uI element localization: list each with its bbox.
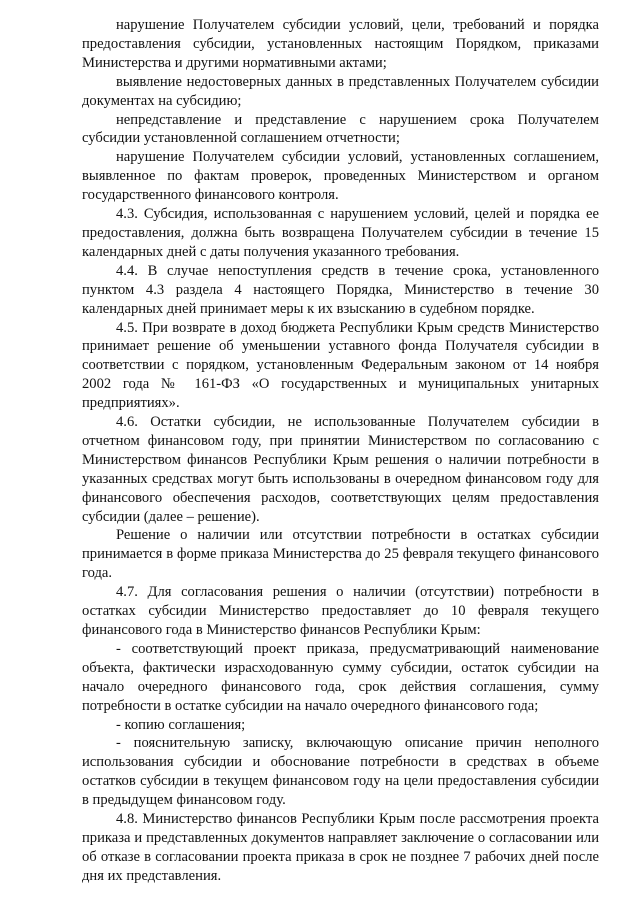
- list-item-explanatory-note: - пояснительную записку, включающую описание причин неполного использования субсидии и обоснование потребности в средствах в объеме остатков субсидии в текущем финансовом году на цели предоставления субсидии в предыдущем финансовом году.: [82, 735, 599, 809]
- paragraph-4-4: 4.4. В случае непоступления средств в течение срока, установленного пунктом 4.3 раздела 4 настоящего Порядка, Министерство в течение 30 календарных дней принимает меры к их взысканию в судебном порядке.: [82, 262, 599, 317]
- paragraph-4-6: 4.6. Остатки субсидии, не использованные Получателем субсидии в отчетном финансовом году, при принятии Министерством по согласованию с Министерством финансов Республики Крым решения о наличии потребности в указанных средствах могут быть использованы в очередном финансовом году для финансового обеспечения расходов, соответствующих целям предоставления субсидии (далее – решение).: [82, 414, 599, 525]
- paragraph-4-3: 4.3. Субсидия, использованная с нарушением условий, целей и порядка ее предоставления, должна быть возвращена Получателем субсидии в течение 15 календарных дней с даты получения указанного требования.: [82, 206, 599, 260]
- list-item-agreement-copy: - копию соглашения;: [116, 716, 246, 733]
- paragraph-violation-conditions: нарушение Получателем субсидии условий, цели, требований и порядка предоставления субсидии, установленных настоящим Порядком, приказами Министерства и другими нормативными актами;: [82, 17, 599, 71]
- paragraph-4-7: 4.7. Для согласования решения о наличии (отсутствии) потребности в остатках субсидии Министерство предоставляет до 10 февраля текущего финансового года в Министерство финансов Республики Крым:: [82, 584, 599, 638]
- paragraph-false-data: выявление недостоверных данных в представленных Получателем субсидии документах на субсидию;: [82, 73, 599, 109]
- list-item-draft-order: - соответствующий проект приказа, предусматривающий наименование объекта, фактически израсходованную сумму субсидии, остаток субсидии на начало очередного финансового года, срок действия соглашения, сумму потребности в остатке субсидии на начало очередного финансового года;: [82, 640, 599, 714]
- paragraph-agreement-violation: нарушение Получателем субсидии условий, установленных соглашением, выявленное по фактам проверок, проведенных Министерством и органом государственного финансового контроля.: [82, 149, 599, 204]
- paragraph-4-5: 4.5. При возврате в доход бюджета Республики Крым средств Министерство принимает решение об уменьшении уставного фонда Получателя субсидии в соответствии с порядком, установленным Федеральным законом от 14 ноября 2002 года № 161-ФЗ «О государственных и муниципальных унитарных предприятиях».: [82, 319, 599, 412]
- paragraph-decision: Решение о наличии или отсутствии потребности в остатках субсидии принимается в форме приказа Министерства до 25 февраля текущего финансового года.: [82, 527, 599, 582]
- document-page: [82, 16, 599, 886]
- paragraph-4-8: 4.8. Министерство финансов Республики Крым после рассмотрения проекта приказа и представленных документов направляет заключение о согласовании или об отказе в согласовании проекта приказа в срок не позднее 7 рабочих дней после дня их представления.: [82, 811, 599, 884]
- paragraph-reporting-violation: непредставление и представление с нарушением срока Получателем субсидии установленной соглашением отчетности;: [82, 111, 599, 147]
